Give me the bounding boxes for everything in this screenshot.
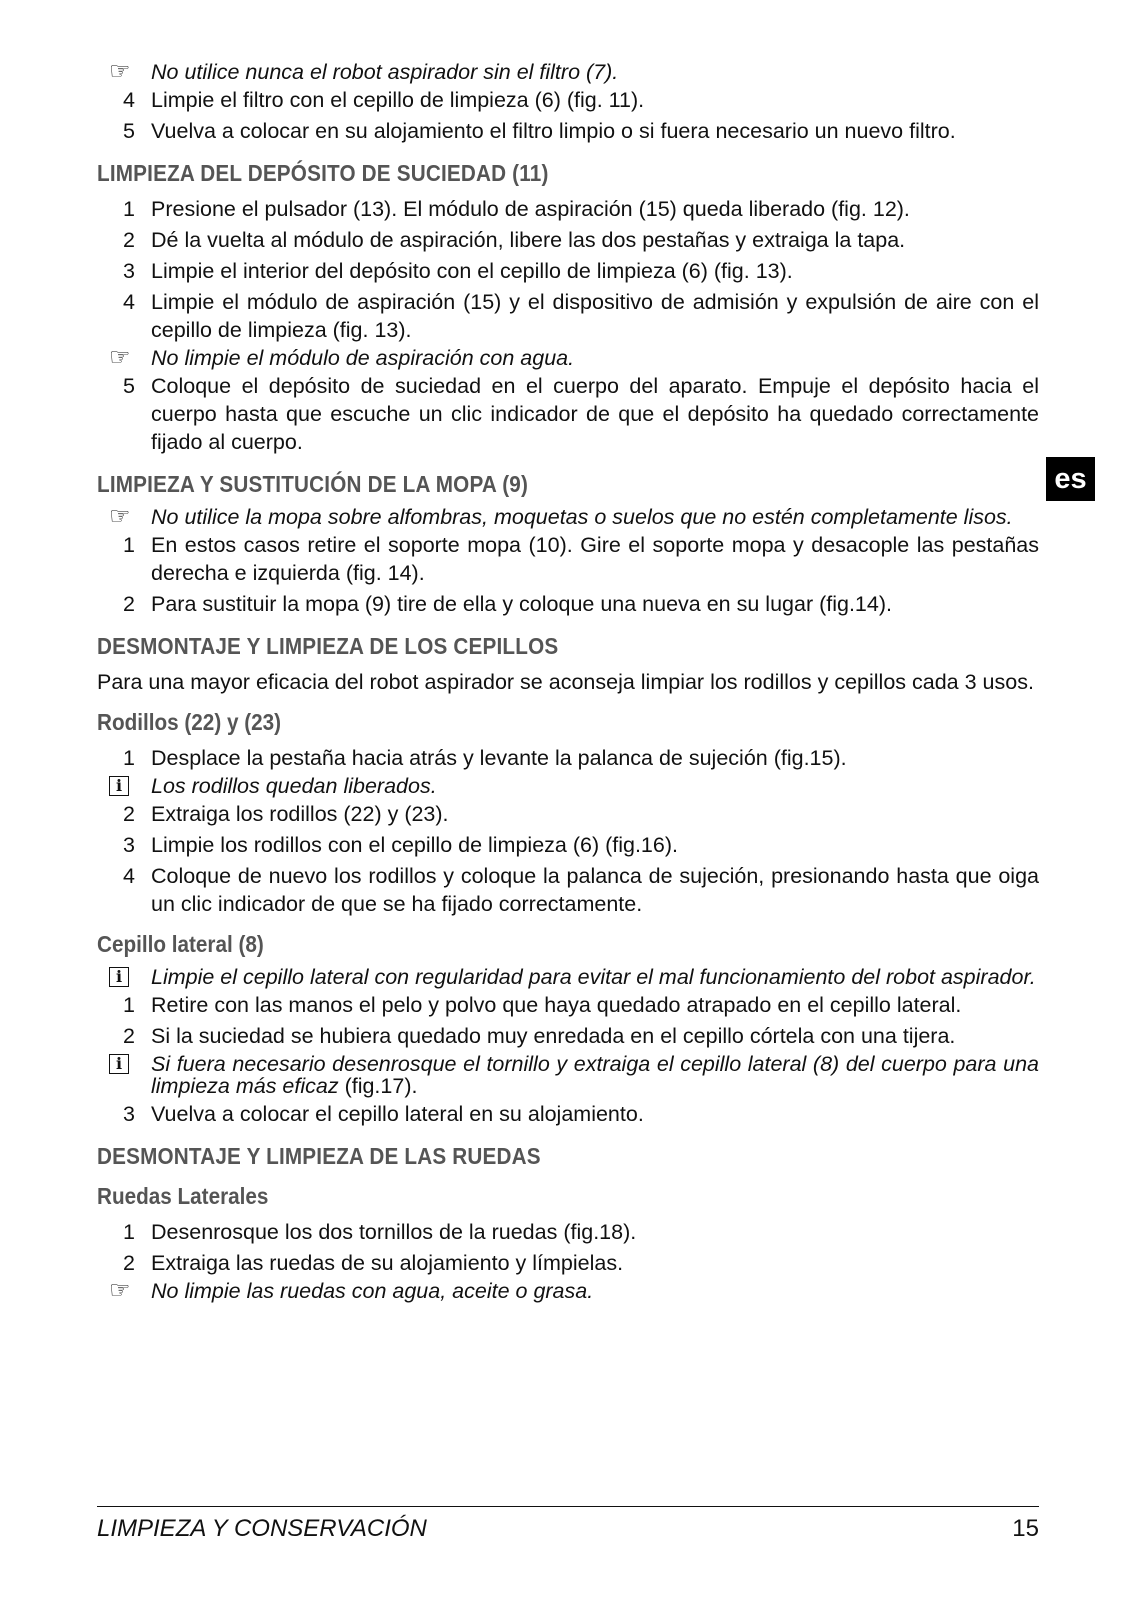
intro-paragraph: Para una mayor eficacia del robot aspirador se aconseja limpiar los rodillos y cepillos cada 3 usos.: [97, 670, 1034, 694]
info-rodillos: i Los rodillos quedan liberados.: [97, 775, 1039, 797]
subsection-title-rodillos: Rodillos (22) y (23): [97, 709, 282, 735]
list-item: 4 Coloque de nuevo los rodillos y coloque la palanca de sujeción, presionando hasta que oiga un clic indicador de que se ha fijado correctamente.: [123, 864, 1039, 916]
list-item: 1 Desplace la pestaña hacia atrás y levante la palanca de sujeción (fig.15).: [123, 746, 847, 770]
list-item: 5 Coloque el depósito de suciedad en el cuerpo del aparato. Empuje el depósito hacia el cuerpo hasta que escuche un clic indicador de que el depósito ha quedado correctamente fijado al cuerpo.: [123, 374, 1039, 454]
info-lateral-2: i Si fuera necesario desenrosque el tornillo y extraiga el cepillo lateral (8) del cuerpo para una limpieza más eficaz (fig.17).: [97, 1053, 1039, 1097]
info-lateral-1: i Limpie el cepillo lateral con regularidad para evitar el mal funcionamiento del robot aspirador.: [97, 966, 1039, 988]
info-icon: i: [109, 776, 129, 796]
list-item: 3 Limpie los rodillos con el cepillo de limpieza (6) (fig.16).: [123, 833, 678, 857]
footer-divider: [97, 1506, 1039, 1507]
pointing-hand-icon: ☞: [109, 58, 131, 85]
list-item: 1 Desenrosque los dos tornillos de la ruedas (fig.18).: [123, 1220, 637, 1244]
note-filter: ☞ No utilice nunca el robot aspirador sin el filtro (7).: [109, 58, 619, 85]
subsection-title-lateral: Cepillo lateral (8): [97, 931, 264, 957]
page-number: 15: [1012, 1515, 1039, 1542]
list-item: 4 Limpie el filtro con el cepillo de limpieza (6) (fig. 11).: [123, 88, 645, 112]
footer-title: LIMPIEZA Y CONSERVACIÓN: [97, 1515, 427, 1542]
list-item: 1 Presione el pulsador (13). El módulo de aspiración (15) queda liberado (fig. 12).: [123, 197, 910, 221]
note-deposito: ☞ No limpie el módulo de aspiración con agua.: [109, 344, 575, 371]
list-item: 2 Si la suciedad se hubiera quedado muy enredada en el cepillo córtela con una tijera.: [123, 1024, 956, 1048]
pointing-hand-icon: ☞: [109, 1277, 131, 1304]
list-item: 5 Vuelva a colocar en su alojamiento el filtro limpio o si fuera necesario un nuevo filtro.: [123, 119, 956, 143]
section-title-mopa: LIMPIEZA Y SUSTITUCIÓN DE LA MOPA (9): [97, 471, 529, 497]
page-content: [97, 58, 1039, 1305]
pointing-hand-icon: ☞: [109, 503, 131, 530]
subsection-title-ruedas-laterales: Ruedas Laterales: [97, 1183, 269, 1209]
list-item: 2 Extraiga los rodillos (22) y (23).: [123, 802, 449, 826]
list-item: 4 Limpie el módulo de aspiración (15) y el dispositivo de admisión y expulsión de aire con el cepillo de limpieza (fig. 13).: [123, 290, 1039, 342]
info-icon: i: [109, 1054, 129, 1074]
list-item: 1 Retire con las manos el pelo y polvo que haya quedado atrapado en el cepillo lateral.: [123, 993, 962, 1017]
section-title-ruedas: DESMONTAJE Y LIMPIEZA DE LAS RUEDAS: [97, 1143, 541, 1169]
note-ruedas: ☞ No limpie las ruedas con agua, aceite o grasa.: [109, 1277, 594, 1304]
language-tab: es: [1046, 457, 1095, 501]
list-item: 1 En estos casos retire el soporte mopa (10). Gire el soporte mopa y desacople las pestañas derecha e izquierda (fig. 14).: [123, 533, 1039, 585]
list-item: 2 Extraiga las ruedas de su alojamiento y límpielas.: [123, 1251, 624, 1275]
pointing-hand-icon: ☞: [109, 344, 131, 371]
list-item: 2 Para sustituir la mopa (9) tire de ella y coloque una nueva en su lugar (fig.14).: [123, 592, 892, 616]
list-item: 3 Limpie el interior del depósito con el cepillo de limpieza (6) (fig. 13).: [123, 259, 793, 283]
note-mopa: ☞ No utilice la mopa sobre alfombras, moquetas o suelos que no estén completamente lisos.: [109, 503, 1013, 530]
list-item: 2 Dé la vuelta al módulo de aspiración, libere las dos pestañas y extraiga la tapa.: [123, 228, 906, 252]
section-title-cepillos: DESMONTAJE Y LIMPIEZA DE LOS CEPILLOS: [97, 633, 559, 659]
info-icon: i: [109, 967, 129, 987]
section-title-deposito: LIMPIEZA DEL DEPÓSITO DE SUCIEDAD (11): [97, 160, 549, 186]
list-item: 3 Vuelva a colocar el cepillo lateral en su alojamiento.: [123, 1102, 644, 1126]
